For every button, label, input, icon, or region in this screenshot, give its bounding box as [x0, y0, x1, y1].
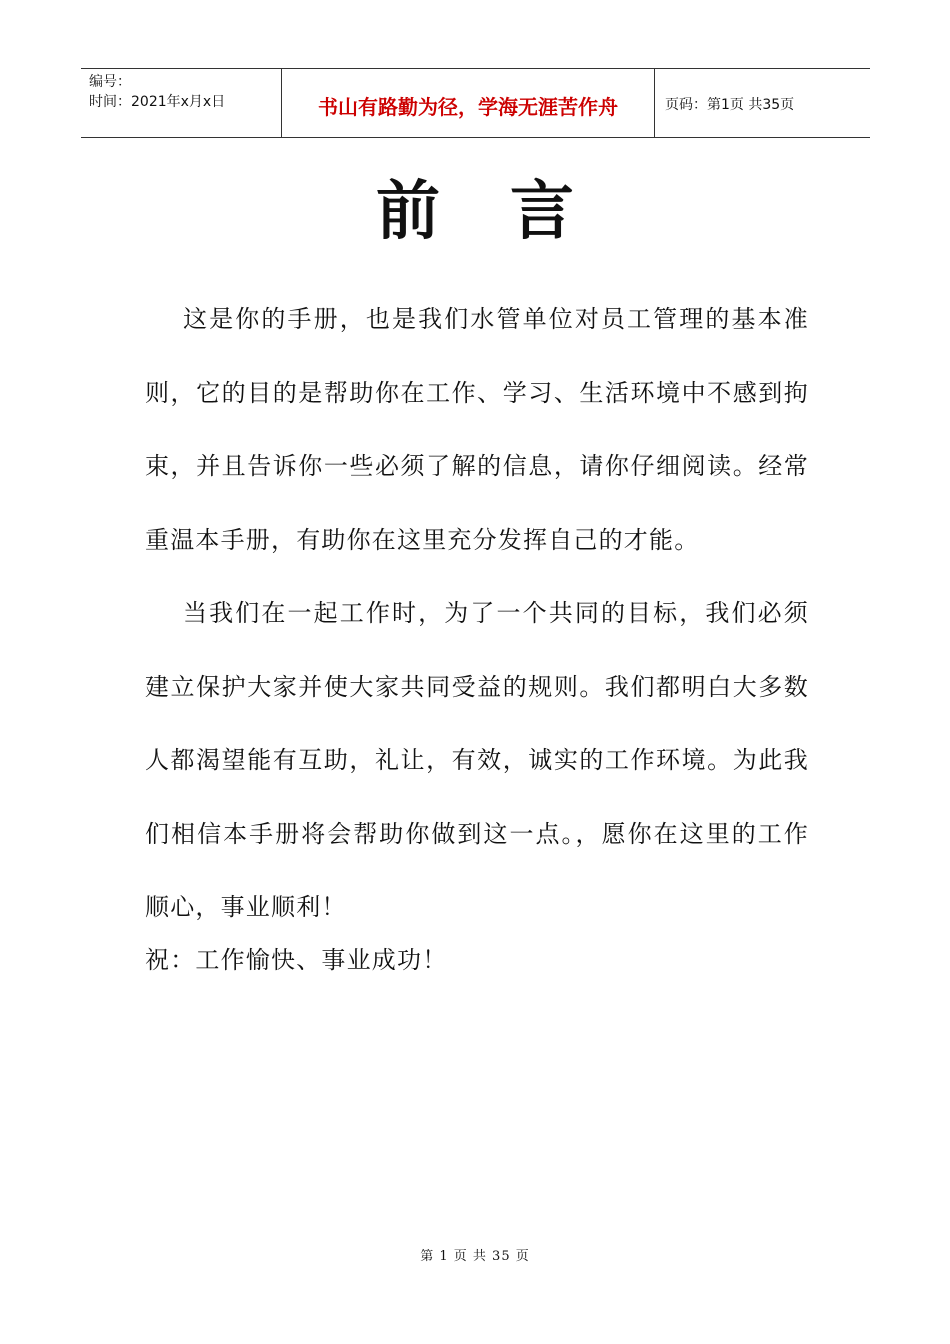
page-title: 前言 — [376, 174, 644, 249]
document-number-label: 编号： — [89, 74, 131, 90]
document-date-label: 时间：2021年x月x日 — [89, 94, 226, 110]
closing-wish: 祝：工作愉快、事业成功！ — [145, 946, 448, 974]
header-motto: 书山有路勤为径，学海无涯苦作舟 — [282, 69, 655, 137]
paragraph: 当我们在一起工作时，为了一个共同的目标，我们必须建立保护大家并使大家共同受益的规则。我们都明白大多数人都渴望能有互助，礼让，有效，诚实的工作环境。为此我们相信本手册将会帮助你做到这一点。，愿你在这里的工作顺心，事业顺利！ — [145, 599, 809, 921]
body-content — [145, 283, 809, 945]
page-header — [81, 68, 870, 138]
page-footer: 第 1 页 共 35 页 — [420, 1249, 530, 1264]
header-page-info: 页码：第1页 共35页 — [665, 97, 795, 113]
paragraph: 这是你的手册，也是我们水管单位对员工管理的基本准则，它的目的是帮助你在工作、学习、生活环境中不感到拘束，并且告诉你一些必须了解的信息，请你仔细阅读。经常重温本手册，有助你在这里充分发挥自己的才能。 — [145, 305, 809, 554]
header-meta-cell — [81, 69, 282, 137]
